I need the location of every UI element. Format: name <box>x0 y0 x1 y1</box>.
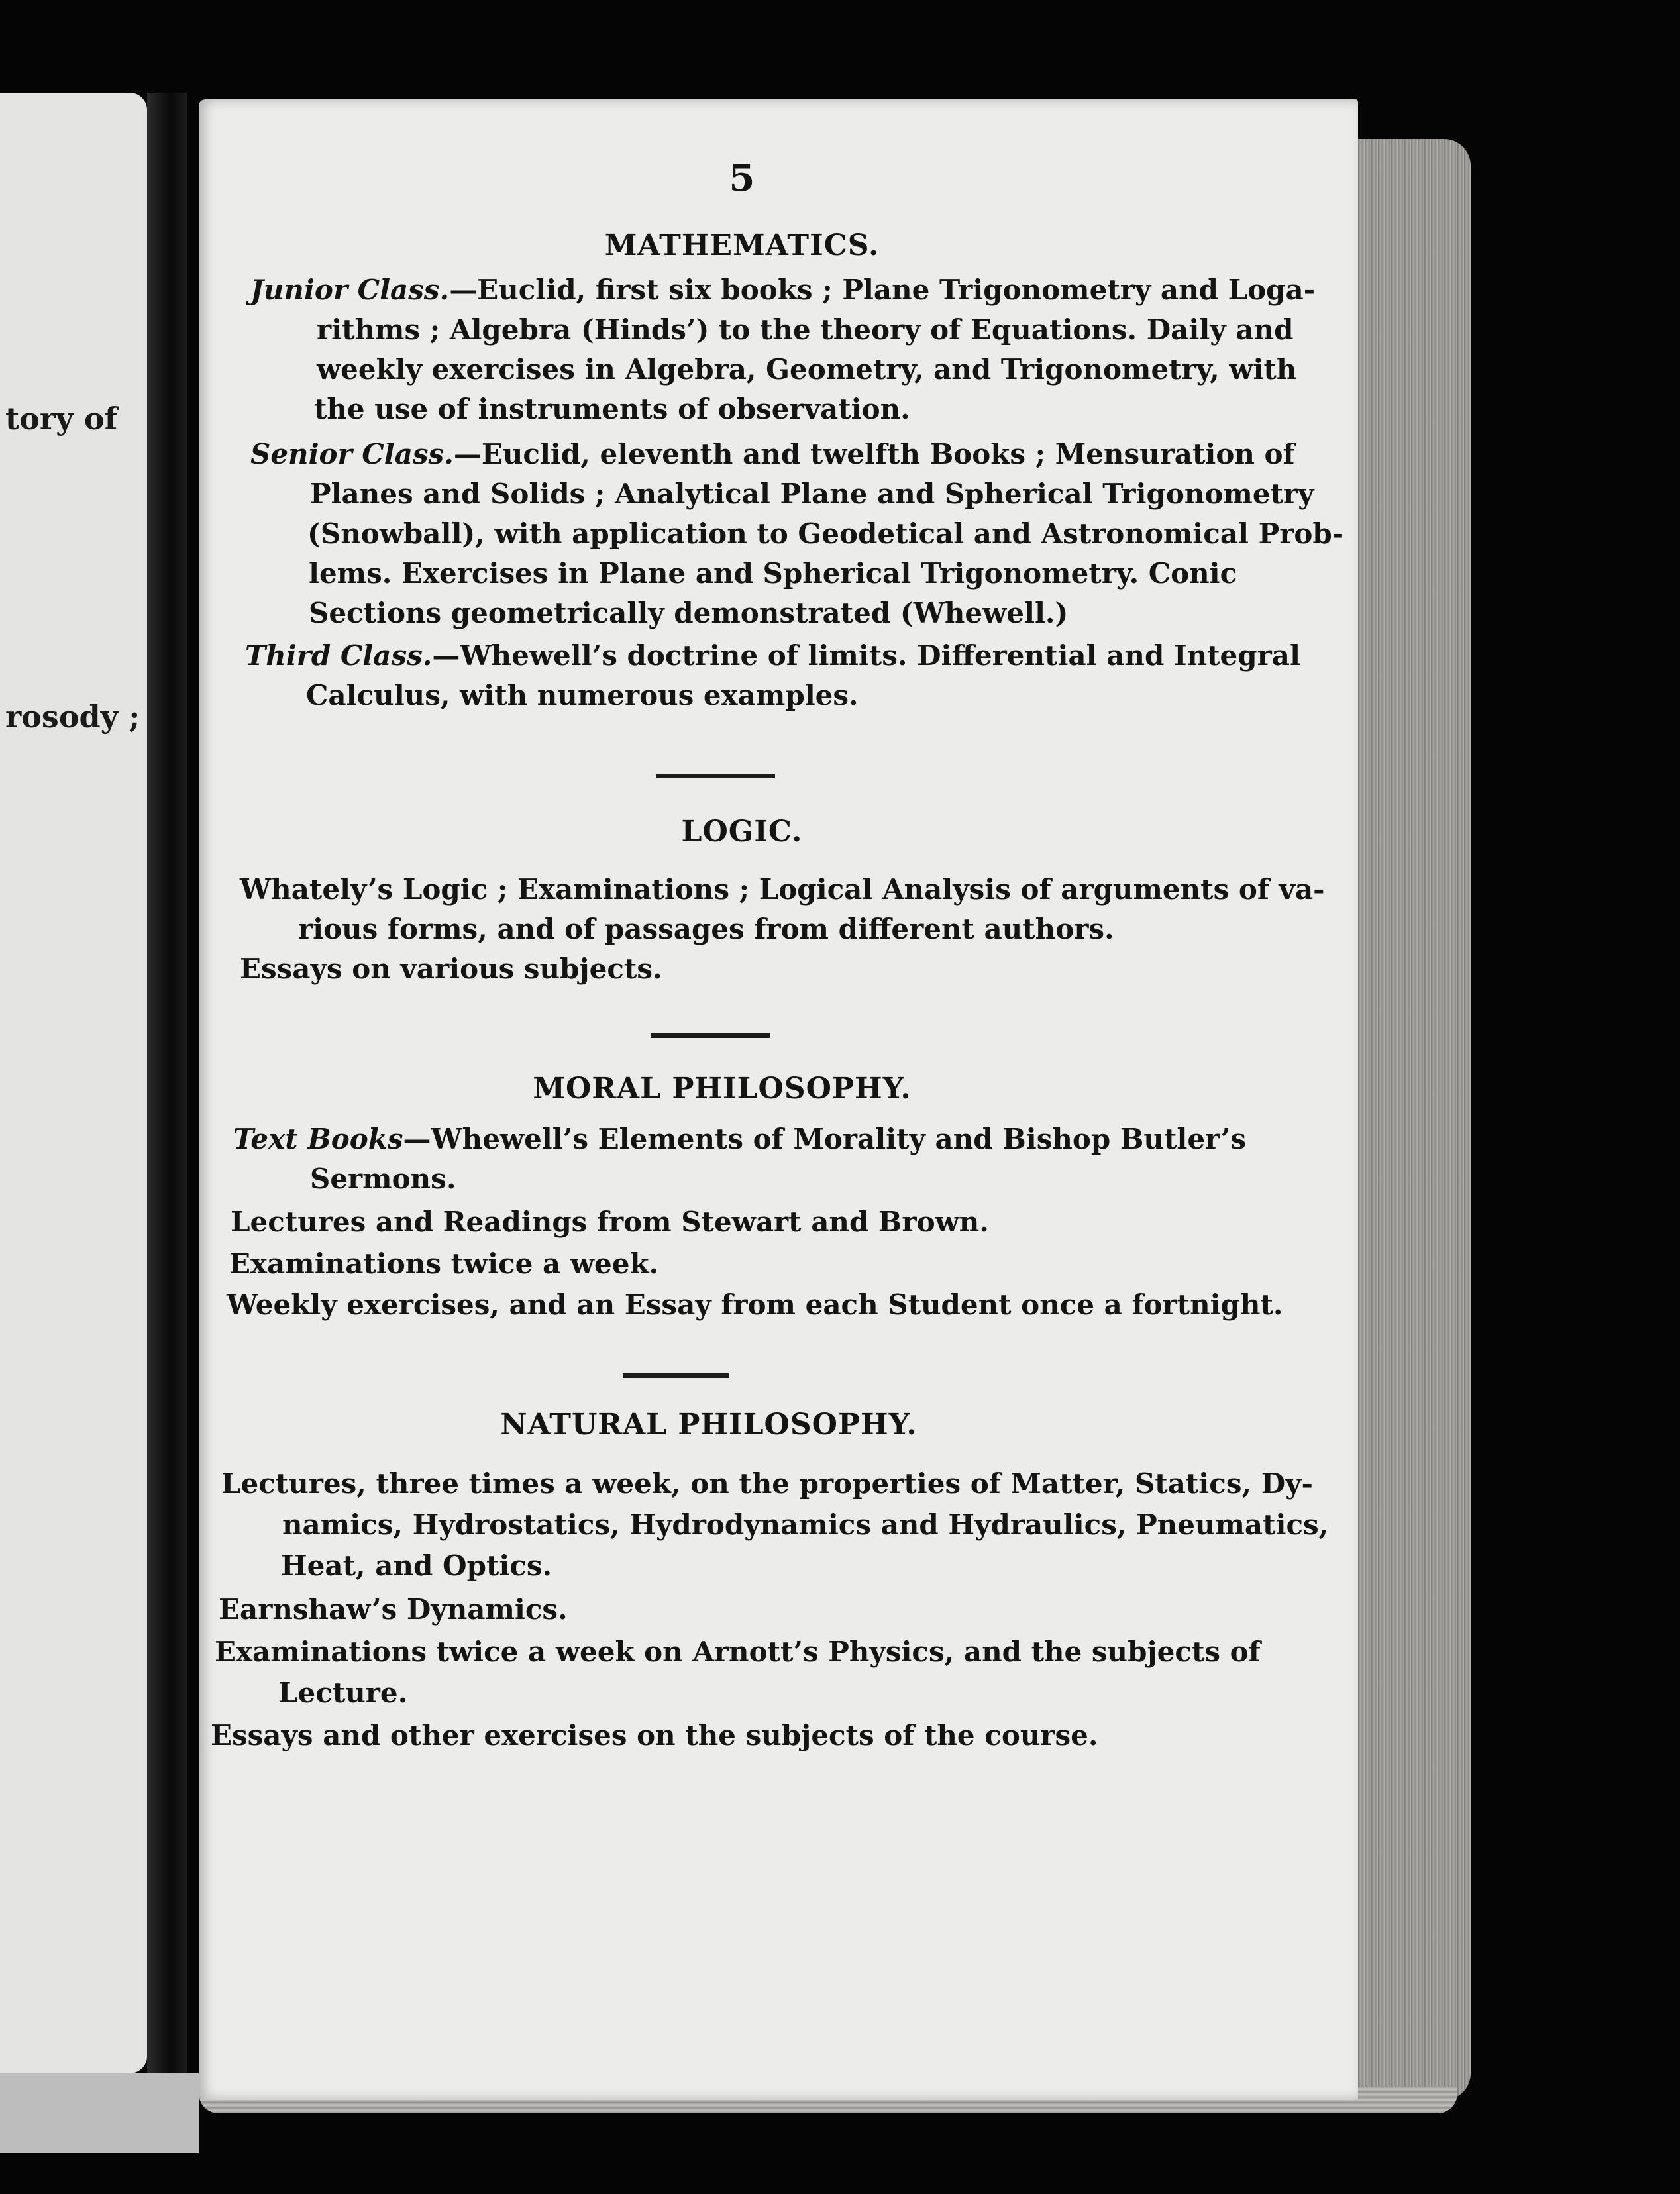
junior-class-line: rithms ; Algebra (Hinds’) to the theory of Equations. Daily and <box>317 313 1294 346</box>
natural-philosophy-line: Earnshaw’s Dynamics. <box>219 1593 568 1626</box>
page-number: 5 <box>729 156 755 200</box>
page-content <box>199 99 1358 2100</box>
natural-philosophy-line: Examinations twice a week on Arnott’s Physics, and the subjects of <box>215 1636 1261 1668</box>
text-books-text: —Whewell’s Elements of Morality and Bishop Butler’s <box>403 1123 1246 1155</box>
section-heading-mathematics: MATHEMATICS. <box>604 229 880 262</box>
junior-class-text: —Euclid, first six books ; Plane Trigonometry and Loga- <box>449 274 1316 306</box>
logic-line: Whately’s Logic ; Examinations ; Logical Analysis of arguments of va- <box>240 873 1325 906</box>
section-heading-natural-philosophy: NATURAL PHILOSOPHY. <box>500 1408 918 1441</box>
left-page-text: rosody ; <box>5 699 140 735</box>
natural-philosophy-line: Heat, and Optics. <box>281 1549 552 1582</box>
moral-philosophy-line: Lectures and Readings from Stewart and Brown. <box>231 1206 989 1238</box>
senior-class-line: Sections geometrically demonstrated (Whewell.) <box>309 597 1069 629</box>
logic-line: Essays on various subjects. <box>240 953 662 985</box>
natural-philosophy-line: Lecture. <box>278 1677 408 1709</box>
text-books-label: Text Books <box>233 1123 403 1155</box>
junior-class-line: weekly exercises in Algebra, Geometry, and Trigonometry, with <box>317 353 1297 386</box>
senior-class-line: (Snowball), with application to Geodetical and Astronomical Prob- <box>307 517 1344 550</box>
book-fore-edge <box>1345 139 1471 2100</box>
text-books-line <box>233 1120 1246 1159</box>
section-heading-moral-philosophy: MORAL PHILOSOPHY. <box>533 1072 912 1106</box>
section-heading-logic: LOGIC. <box>681 815 803 849</box>
section-divider <box>656 774 775 778</box>
junior-class-label: Junior Class. <box>250 274 450 306</box>
junior-class-line <box>250 270 1315 310</box>
junior-class-line: the use of instruments of observation. <box>314 393 910 425</box>
section-divider <box>623 1373 729 1378</box>
moral-philosophy-line: Weekly exercises, and an Essay from each Student once a fortnight. <box>227 1288 1283 1321</box>
logic-line: rious forms, and of passages from different authors. <box>298 913 1114 945</box>
moral-philosophy-line: Examinations twice a week. <box>229 1247 659 1280</box>
third-class-label: Third Class. <box>245 639 433 672</box>
senior-class-label: Senior Class. <box>250 438 454 470</box>
third-class-line <box>245 636 1300 676</box>
third-class-line: Calculus, with numerous examples. <box>306 679 859 711</box>
senior-class-line: lems. Exercises in Plane and Spherical Trigonometry. Conic <box>309 557 1237 590</box>
natural-philosophy-line: namics, Hydrostatics, Hydrodynamics and Hydraulics, Pneumatics, <box>282 1508 1329 1541</box>
third-class-text: —Whewell’s doctrine of limits. Differential and Integral <box>432 639 1300 672</box>
natural-philosophy-line: Lectures, three times a week, on the properties of Matter, Statics, Dy- <box>221 1467 1313 1500</box>
senior-class-text: —Euclid, eleventh and twelfth Books ; Mensuration of <box>453 438 1295 470</box>
previous-page-fragment <box>0 93 147 2073</box>
natural-philosophy-line: Essays and other exercises on the subjects of the course. <box>211 1719 1098 1751</box>
moral-philosophy-line: Sermons. <box>310 1163 456 1195</box>
section-divider <box>651 1033 770 1038</box>
senior-class-line <box>250 435 1295 474</box>
senior-class-line: Planes and Solids ; Analytical Plane and Spherical Trigonometry <box>310 478 1314 510</box>
left-page-edge <box>0 2073 199 2153</box>
book-page <box>199 99 1358 2100</box>
left-page-text: tory of <box>5 401 118 437</box>
